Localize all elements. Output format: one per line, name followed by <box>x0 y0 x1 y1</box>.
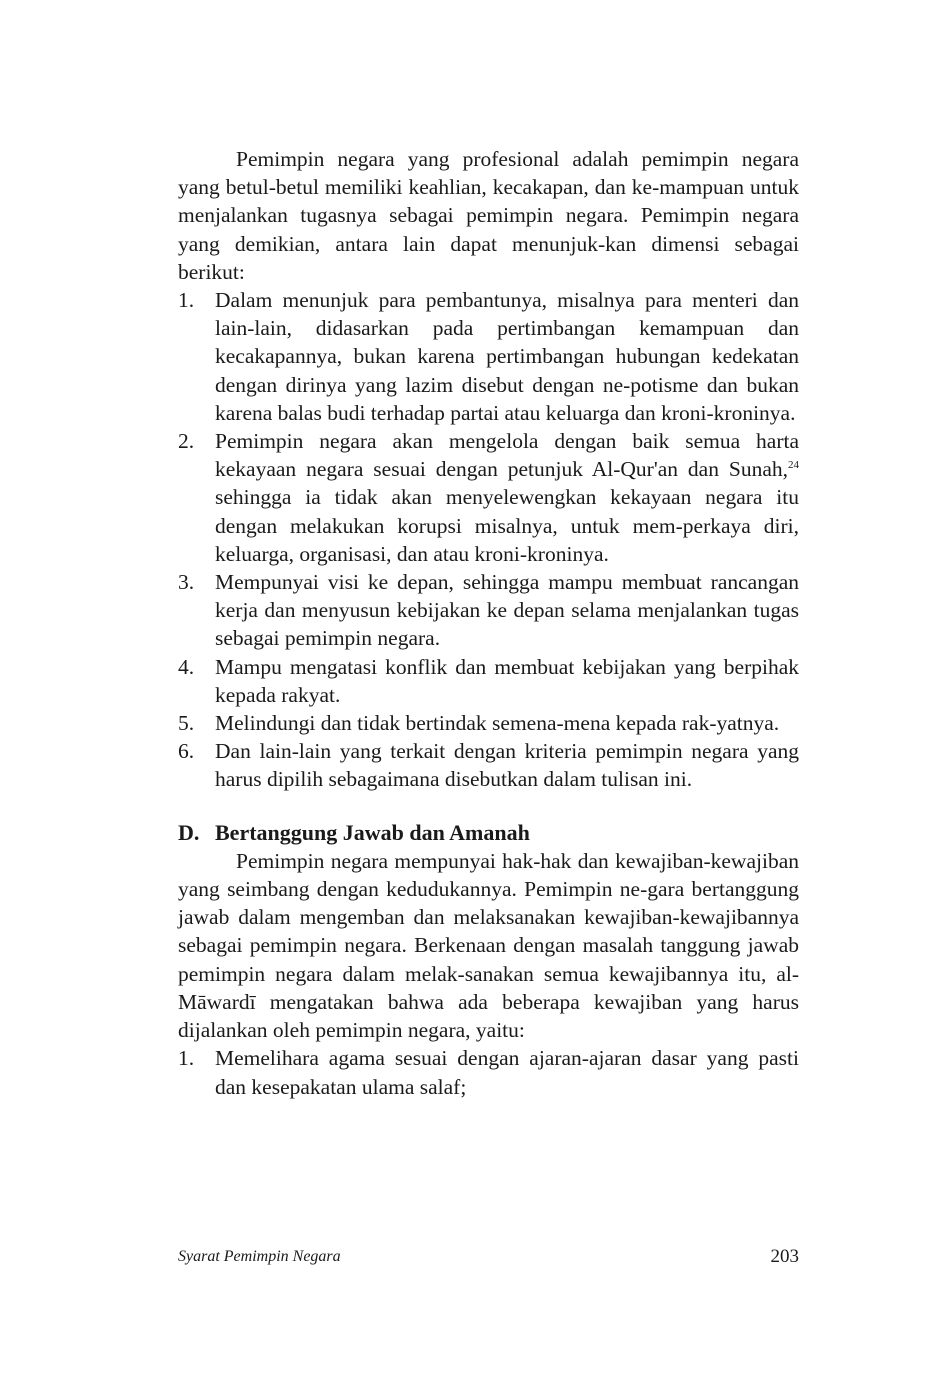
list-item <box>178 427 799 568</box>
page-number: 203 <box>770 1246 799 1267</box>
list-text: Memelihara agama sesuai dengan ajaran-ajaran dasar yang pasti dan kesepakatan ulama salaf; <box>215 1046 799 1099</box>
list-number: 6. <box>178 739 195 764</box>
list-number: 3. <box>178 570 195 595</box>
list-number: 1. <box>178 1046 195 1071</box>
list-text: Dan lain-lain yang terkait dengan kriteria pemimpin negara yang harus dipilih sebagaimana disebutkan dalam tulisan ini. <box>215 739 799 792</box>
list-number: 4. <box>178 654 195 679</box>
section-paragraph: Pemimpin negara mempunyai hak-hak dan kewajiban-kewajiban yang seimbang dengan kedudukannya. Pemimpin ne-gara bertanggung jawab dalam mengemban dan melaksanakan kewajiban-kewajibannya sebagai pemimpin negara. Berkenaan dengan masalah tanggung jawab pemimpin negara dalam melak-sanakan semua kewajibannya itu, al-Māwardī mengatakan bahwa ada beberapa kewajiban yang harus dijalankan oleh pemimpin negara, yaitu: <box>178 848 799 1043</box>
list-item <box>178 709 799 737</box>
section-letter: D. <box>178 819 200 845</box>
section-title: Bertanggung Jawab dan Amanah <box>215 819 530 845</box>
running-footer-title: Syarat Pemimpin Negara <box>178 1248 341 1265</box>
list-text: Pemimpin negara akan mengelola dengan baik semua harta kekayaan negara sesuai dengan petunjuk Al-Qur'an dan Sunah, <box>215 429 799 482</box>
criteria-list <box>178 286 799 794</box>
list-item <box>178 286 799 427</box>
list-number: 1. <box>178 288 195 313</box>
list-text: sehingga ia tidak akan menyelewengkan kekayaan negara itu dengan melakukan korupsi misalnya, untuk mem-perkaya diri, keluarga, organisasi, dan atau kroni-kroninya. <box>215 485 799 566</box>
list-item <box>178 653 799 709</box>
section-heading <box>178 819 799 847</box>
intro-paragraph: Pemimpin negara yang profesional adalah pemimpin negara yang betul-betul memiliki keahlian, kecakapan, dan ke-mampuan untuk menjalankan tugasnya sebagai pemimpin negara. Pemimpin negara yang demikian, antara lain dapat menunjuk-kan dimensi sebagai berikut: <box>178 147 799 284</box>
list-item <box>178 568 799 653</box>
list-number: 5. <box>178 711 195 736</box>
list-text: Melindungi dan tidak bertindak semena-mena kepada rak-yatnya. <box>215 711 780 736</box>
list-text: Mempunyai visi ke depan, sehingga mampu membuat rancangan kerja dan menyusun kebijakan ke depan selama menjalankan tugas sebagai pemimpin negara. <box>215 570 799 651</box>
list-item <box>178 1044 799 1100</box>
list-text: Dalam menunjuk para pembantunya, misalnya para menteri dan lain-lain, didasarkan pada pertimbangan kemampuan dan kecakapannya, bukan karena pertimbangan hubungan kedekatan dengan dirinya yang lazim disebut dengan ne-potisme dan bukan karena balas budi terhadap partai atau keluarga dan kroni-kroninya. <box>215 288 799 425</box>
list-item <box>178 737 799 793</box>
list-text: Mampu mengatasi konflik dan membuat kebijakan yang berpihak kepada rakyat. <box>215 654 799 707</box>
obligations-list <box>178 1044 799 1100</box>
footnote-marker: 24 <box>788 459 799 472</box>
page-body <box>178 145 799 1101</box>
list-number: 2. <box>178 429 195 454</box>
